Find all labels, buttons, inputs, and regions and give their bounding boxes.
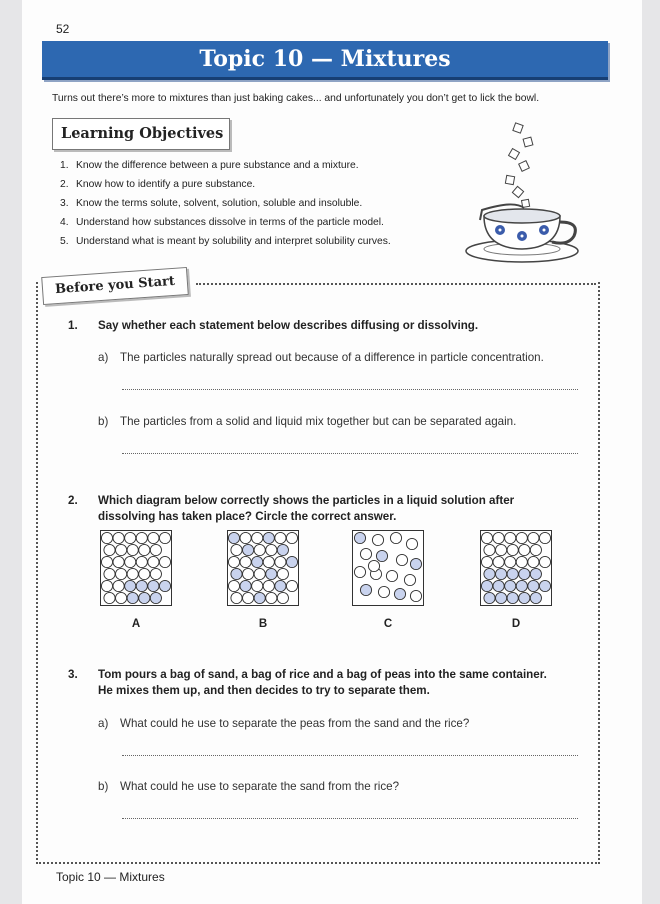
- q1a: [98, 351, 544, 364]
- solute-particle: [528, 580, 539, 591]
- solute-particle: [484, 568, 495, 579]
- q3b-answer-line[interactable]: [122, 818, 578, 819]
- q1b-answer-line[interactable]: [122, 453, 578, 454]
- solvent-particle: [277, 592, 288, 603]
- solute-particle: [127, 592, 138, 603]
- solute-particle: [125, 580, 136, 591]
- solvent-particle: [139, 544, 150, 555]
- solute-particle: [231, 568, 242, 579]
- objective-item: [60, 179, 391, 198]
- solvent-particle: [127, 568, 138, 579]
- solute-particle: [159, 580, 170, 591]
- solvent-particle: [519, 544, 530, 555]
- solvent-particle: [159, 532, 170, 543]
- objective-number: 4.: [60, 217, 69, 228]
- topic-title: Topic 10 — Mixtures: [199, 46, 451, 72]
- solute-particle: [354, 532, 365, 543]
- learning-objectives-heading-box: [52, 118, 230, 150]
- solvent-particle: [263, 580, 274, 591]
- objective-number: 3.: [60, 198, 69, 209]
- q3-number: 3.: [68, 668, 78, 681]
- solute-particle: [530, 568, 541, 579]
- solvent-particle: [516, 556, 527, 567]
- before-you-start-heading: Before you Start: [54, 273, 176, 298]
- diagram-a-label: A: [131, 618, 141, 630]
- solvent-particle: [516, 532, 527, 543]
- learning-objectives-heading: Learning Objectives: [61, 125, 224, 142]
- objective-number: 1.: [60, 160, 69, 171]
- solvent-particle: [539, 532, 550, 543]
- solvent-particle: [116, 592, 127, 603]
- q3a: [98, 717, 469, 730]
- diagram-c-label: C: [383, 618, 393, 630]
- solute-particle: [277, 544, 288, 555]
- solvent-particle: [243, 568, 254, 579]
- solvent-particle: [240, 532, 251, 543]
- solvent-particle: [266, 544, 277, 555]
- solvent-particle: [360, 548, 371, 559]
- solvent-particle: [228, 580, 239, 591]
- solvent-particle: [530, 544, 541, 555]
- solute-particle: [228, 532, 239, 543]
- solvent-particle: [148, 556, 159, 567]
- solvent-particle: [139, 568, 150, 579]
- solute-particle: [376, 550, 387, 561]
- topic-banner: [42, 41, 608, 80]
- solute-particle: [507, 568, 518, 579]
- solvent-particle: [254, 568, 265, 579]
- objective-item: [60, 217, 391, 236]
- solvent-particle: [104, 568, 115, 579]
- solute-particle: [360, 584, 371, 595]
- q3a-label: a): [98, 717, 109, 730]
- solvent-particle: [127, 544, 138, 555]
- q2-number: 2.: [68, 494, 78, 507]
- diagram-b[interactable]: [227, 530, 299, 606]
- solute-particle: [519, 592, 530, 603]
- learning-objectives-list: [60, 160, 391, 255]
- diagram-d-label: D: [511, 618, 521, 630]
- solvent-particle: [113, 556, 124, 567]
- solute-particle: [148, 580, 159, 591]
- solute-particle: [275, 580, 286, 591]
- solvent-particle: [116, 568, 127, 579]
- q3a-answer-line[interactable]: [122, 755, 578, 756]
- q2-line2: dissolving has taken place? Circle the correct answer.: [98, 510, 397, 523]
- diagram-c[interactable]: [352, 530, 424, 606]
- solvent-particle: [240, 556, 251, 567]
- solvent-particle: [113, 580, 124, 591]
- objective-text: Understand how substances dissolve in terms of the particle model.: [76, 217, 384, 228]
- solvent-particle: [159, 556, 170, 567]
- objective-item: [60, 236, 391, 255]
- solute-particle: [519, 568, 530, 579]
- q3a-text: What could he use to separate the peas from the sand and the rice?: [120, 717, 470, 730]
- solute-particle: [410, 558, 421, 569]
- solute-particle: [254, 592, 265, 603]
- solute-particle: [496, 568, 507, 579]
- solvent-particle: [372, 534, 383, 545]
- q3b: [98, 780, 399, 793]
- q1-number: 1.: [68, 319, 78, 332]
- solvent-particle: [484, 544, 495, 555]
- objective-item: [60, 198, 391, 217]
- solvent-particle: [275, 556, 286, 567]
- solvent-particle: [148, 532, 159, 543]
- teacup-illustration: [462, 118, 590, 266]
- q3b-label: b): [98, 780, 109, 793]
- solvent-particle: [231, 592, 242, 603]
- solvent-particle: [481, 556, 492, 567]
- objective-number: 2.: [60, 179, 69, 190]
- solute-particle: [516, 580, 527, 591]
- solvent-particle: [243, 592, 254, 603]
- q3-line1: Tom pours a bag of sand, a bag of rice and a bag of peas into the same container.: [98, 668, 547, 681]
- solvent-particle: [539, 556, 550, 567]
- solvent-particle: [254, 544, 265, 555]
- objective-number: 5.: [60, 236, 69, 247]
- solvent-particle: [386, 570, 397, 581]
- solvent-particle: [406, 538, 417, 549]
- diagram-b-label: B: [258, 618, 268, 630]
- solvent-particle: [231, 544, 242, 555]
- solvent-particle: [507, 544, 518, 555]
- objective-text: Know the difference between a pure substance and a mixture.: [76, 160, 359, 171]
- q1a-text: The particles naturally spread out because of a difference in particle concentration.: [120, 351, 544, 364]
- solvent-particle: [390, 532, 401, 543]
- solute-particle: [481, 580, 492, 591]
- solvent-particle: [493, 556, 504, 567]
- solvent-particle: [286, 532, 297, 543]
- solvent-particle: [104, 592, 115, 603]
- solvent-particle: [505, 556, 516, 567]
- page-number: 52: [56, 22, 70, 36]
- solute-particle: [394, 588, 405, 599]
- solute-particle: [243, 544, 254, 555]
- solvent-particle: [266, 592, 277, 603]
- solvent-particle: [286, 580, 297, 591]
- solute-particle: [136, 580, 147, 591]
- solute-particle: [139, 592, 150, 603]
- solute-particle: [496, 592, 507, 603]
- objective-text: Know the terms solute, solvent, solution, soluble and insoluble.: [76, 198, 363, 209]
- solvent-particle: [136, 532, 147, 543]
- q3b-text: What could he use to separate the sand from the rice?: [120, 780, 400, 793]
- q3-line2: He mixes them up, and then decides to try to separate them.: [98, 684, 430, 697]
- solvent-particle: [228, 556, 239, 567]
- diagram-d[interactable]: [480, 530, 552, 606]
- solute-particle: [266, 568, 277, 579]
- solvent-particle: [378, 586, 389, 597]
- solute-particle: [252, 556, 263, 567]
- solvent-particle: [354, 566, 365, 577]
- diagram-a[interactable]: [100, 530, 172, 606]
- objective-text: Know how to identify a pure substance.: [76, 179, 256, 190]
- solvent-particle: [410, 590, 421, 601]
- footer-topic: Topic 10 — Mixtures: [56, 870, 165, 884]
- q1-text: Say whether each statement below describes diffusing or dissolving.: [98, 319, 479, 332]
- solute-particle: [493, 580, 504, 591]
- solvent-particle: [481, 532, 492, 543]
- solvent-particle: [101, 556, 112, 567]
- solvent-particle: [136, 556, 147, 567]
- solute-particle: [507, 592, 518, 603]
- solute-particle: [263, 532, 274, 543]
- solute-particle: [150, 592, 161, 603]
- objective-text: Understand what is meant by solubility and interpret solubility curves.: [76, 236, 391, 247]
- solvent-particle: [277, 568, 288, 579]
- solvent-particle: [150, 568, 161, 579]
- solvent-particle: [125, 556, 136, 567]
- q1b: [98, 415, 516, 428]
- solvent-particle: [263, 556, 274, 567]
- q1a-answer-line[interactable]: [122, 389, 578, 390]
- solvent-particle: [528, 556, 539, 567]
- solvent-particle: [505, 532, 516, 543]
- solute-particle: [286, 556, 297, 567]
- solvent-particle: [368, 560, 379, 571]
- q1b-label: b): [98, 415, 109, 428]
- solvent-particle: [116, 544, 127, 555]
- solvent-particle: [101, 532, 112, 543]
- solvent-particle: [104, 544, 115, 555]
- q1a-label: a): [98, 351, 109, 364]
- q1b-text: The particles from a solid and liquid mix together but can be separated again.: [120, 415, 517, 428]
- solvent-particle: [150, 544, 161, 555]
- solvent-particle: [528, 532, 539, 543]
- solvent-particle: [396, 554, 407, 565]
- q2-text: [98, 493, 514, 525]
- solvent-particle: [101, 580, 112, 591]
- solvent-particle: [275, 532, 286, 543]
- q3-text: [98, 667, 547, 699]
- solvent-particle: [404, 574, 415, 585]
- solute-particle: [484, 592, 495, 603]
- solvent-particle: [113, 532, 124, 543]
- solute-particle: [539, 580, 550, 591]
- intro-text: Turns out there’s more to mixtures than just baking cakes... and unfortunately you don’t get to lick the bowl.: [52, 93, 540, 104]
- solute-particle: [505, 580, 516, 591]
- solvent-particle: [493, 532, 504, 543]
- solute-particle: [240, 580, 251, 591]
- solvent-particle: [125, 532, 136, 543]
- q2-line1: Which diagram below correctly shows the particles in a liquid solution after: [98, 494, 515, 507]
- solvent-particle: [252, 580, 263, 591]
- solvent-particle: [252, 532, 263, 543]
- solvent-particle: [496, 544, 507, 555]
- solute-particle: [530, 592, 541, 603]
- objective-item: [60, 160, 391, 179]
